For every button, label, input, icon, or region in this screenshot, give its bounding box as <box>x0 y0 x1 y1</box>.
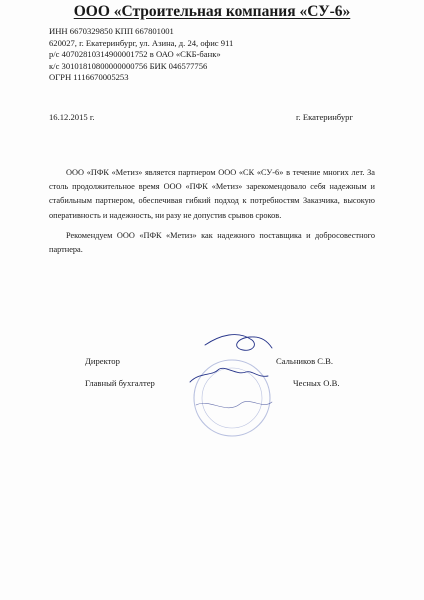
letter-body <box>49 166 375 263</box>
director-signature <box>205 335 272 351</box>
requisite-account: р/с 40702810314900001752 в ОАО «СКБ-банк» <box>49 49 221 59</box>
letter-date: 16.12.2015 г. <box>49 112 95 122</box>
letter-city: г. Екатеринбург <box>296 112 353 122</box>
signature-title-director: Директор <box>85 356 120 366</box>
letter-paragraph: Рекомендуем ООО «ПФК «Метиз» как надежного поставщика и добросовестного партнера. <box>49 230 375 255</box>
signature-flourish <box>196 401 272 407</box>
requisite-inn: ИНН 6670329850 КПП 667801001 <box>49 26 174 36</box>
accountant-signature <box>190 368 268 382</box>
company-requisites <box>49 26 233 84</box>
signature-title-accountant: Главный бухгалтер <box>85 378 155 388</box>
requisite-address: 620027, г. Екатеринбург, ул. Азина, д. 24, офис 911 <box>49 37 234 48</box>
signature-name-director: Сальников С.В. <box>276 356 334 366</box>
requisite-corr-account: к/с 30101810800000000756 БИК 046577756 <box>49 60 208 71</box>
signature-name-accountant: Чесных О.В. <box>293 378 340 388</box>
company-name: ООО «Строительная компания «СУ-6» <box>73 3 351 20</box>
requisite-ogrn: ОГРН 1116670005253 <box>49 72 129 82</box>
letter-paragraph: ООО «ПФК «Метиз» является партнером ООО «СК «СУ-6» в течение многих лет. За столь продолжительное время ООО «ПФК «Метиз» зарекомендовало себя надежным и стабильным партнером, обеспечивая гибкий подход к потребностям Заказчика, высокую оперативность и надежность, ни разу не допустив срывов сроков. <box>49 168 375 220</box>
round-stamp <box>194 360 270 436</box>
